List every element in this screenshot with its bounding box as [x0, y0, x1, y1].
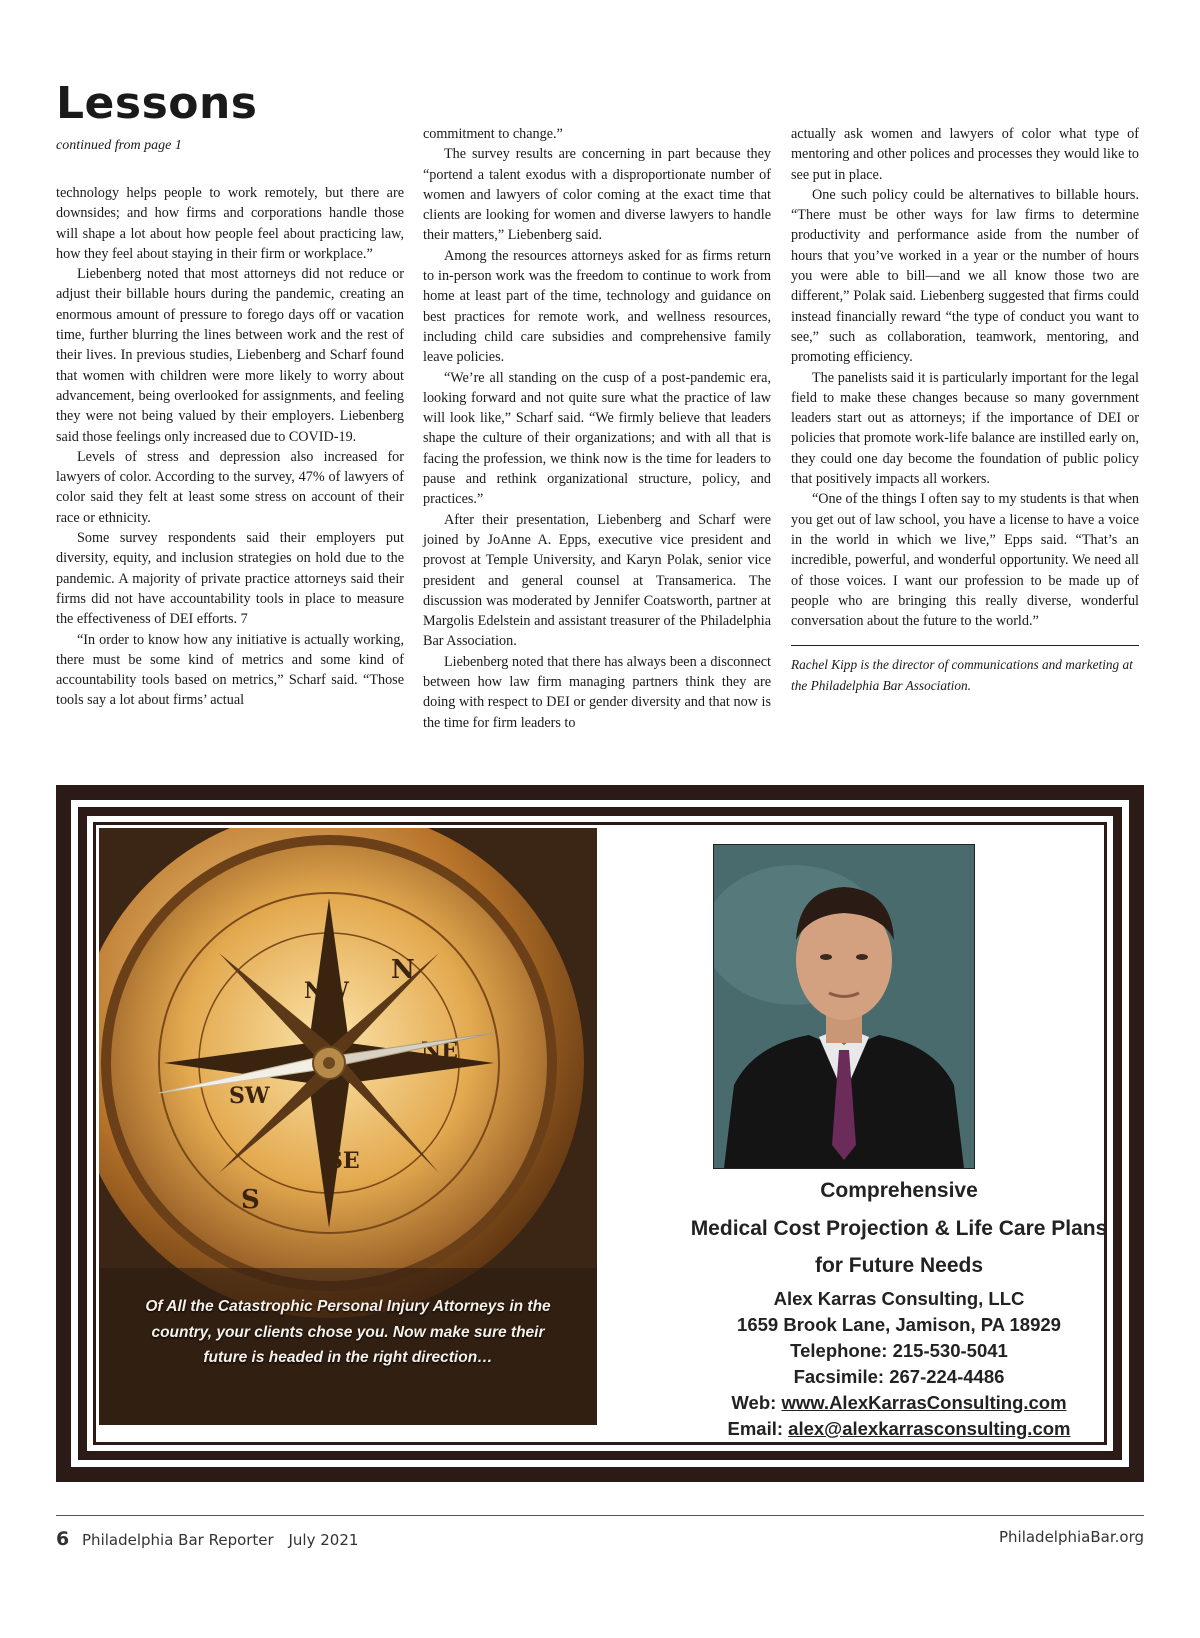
- paragraph: Liebenberg noted that there has always been a disconnect between how law firm managing partners think they are doing with respect to DEI or gender diversity and that now is the time for firm leaders to: [423, 653, 771, 731]
- web-label: Web:: [731, 1392, 782, 1413]
- paragraph: After their presentation, Liebenberg and Scharf were joined by JoAnne A. Epps, executive vice president and provost at Temple University, and Karyn Polak, senior vice president and general counsel at Transamerica. The discussion was moderated by Jennifer Coatsworth, partner at Margolis Edelstein and assistant treasurer of the Philadelphia Bar Association.: [423, 511, 771, 650]
- paragraph: Among the resources attorneys asked for as firms return to in-person work was the freedom to continue to work from home at least part of the time, technology and guidance on best practices for remote work, and wellness resources, including child care subsidies and comprehensive family leave policies.: [423, 247, 771, 366]
- paragraph: “We’re all standing on the cusp of a post-pandemic era, looking forward and not quite sure what the practice of law will look like,” Scharf said. “We firmly believe that leaders shape the culture of their organizations; and with all that is facing the profession, we think now is the time for leaders to pause and rethink organizational structure, policy, and practices.”: [423, 369, 771, 508]
- company-address: 1659 Brook Lane, Jamison, PA 18929: [737, 1314, 1061, 1335]
- paragraph: Some survey respondents said their employers put diversity, equity, and inclusion strategies on hold due to the pandemic. A majority of private practice attorneys said their firms did not have accountability tools in place to measure the effectiveness of DEI efforts. 7: [56, 530, 404, 628]
- telephone: Telephone: 215-530-5041: [790, 1340, 1008, 1361]
- email-link[interactable]: alex@alexkarrasconsulting.com: [788, 1418, 1071, 1439]
- footer-divider: [56, 1515, 1144, 1516]
- paragraph: Levels of stress and depression also increased for lawyers of color. According to the survey, 47% of lawyers of color said they felt at least some stress on account of their race or ethnicity.: [56, 448, 404, 526]
- paragraph: One such policy could be alternatives to billable hours. “There must be other ways for law firms to determine productivity and performance aside from the number of hours that you’ve worked in a year or the number of hours you were able to bill—and we all know those two are different,” Polak said. Liebenberg suggested that firms could instead financially reward “the type of conduct you want to see,” such as collaboration, teamwork, mentoring, and promoting efficiency.: [791, 186, 1139, 366]
- headline-line: Medical Cost Projection & Life Care Plans: [690, 1216, 1108, 1240]
- compass-label-se: SE: [327, 1148, 360, 1174]
- ad-contact-block: [619, 1286, 1179, 1442]
- person-photo-icon: [714, 845, 974, 1168]
- web-line: [619, 1390, 1179, 1416]
- author-byline: Rachel Kipp is the director of communications and marketing at the Philadelphia Bar Association.: [791, 657, 1133, 694]
- ad-headline: [619, 1172, 1179, 1285]
- article-column-1: [56, 183, 404, 711]
- paragraph: commitment to change.”: [423, 126, 563, 142]
- issue-date: July 2021: [288, 1531, 359, 1549]
- paragraph: The panelists said it is particularly important for the legal field to make these changes because so many government leaders start out as attorneys; if the importance of DEI or policies that promote work-life balance are instilled early on, they could one day become the foundation of public policy that positively impacts all workers.: [791, 369, 1139, 488]
- consultant-portrait: [713, 844, 975, 1169]
- website-link[interactable]: www.AlexKarrasConsulting.com: [781, 1392, 1067, 1413]
- page-number: 6: [56, 1528, 70, 1550]
- paragraph: “In order to know how any initiative is actually working, there must be some kind of metrics and some kind of accountability tools based on metrics,” Scharf said. “Those tools say a lot about firms’ actual: [56, 631, 404, 709]
- paragraph: The survey results are concerning in part because they “portend a talent exodus with a disproportionate number of women and lawyers of color coming at the exact time that clients are looking for women and diverse lawyers to handle their matters,” Liebenberg said.: [423, 146, 771, 244]
- footer-left: [56, 1528, 358, 1550]
- compass-label-nw: NW: [304, 978, 349, 1004]
- compass-image: [99, 828, 597, 1425]
- compass-label-n: N: [391, 955, 415, 985]
- headline-line: for Future Needs: [814, 1254, 984, 1277]
- compass-label-s: S: [241, 1185, 260, 1215]
- footer-site: PhiladelphiaBar.org: [998, 1528, 1144, 1546]
- byline-divider: [791, 645, 1139, 646]
- article-column-2: [423, 124, 771, 733]
- ad-panel: [71, 800, 1129, 1467]
- continued-from-note: continued from page 1: [56, 138, 182, 153]
- email-label: Email:: [727, 1418, 789, 1439]
- paragraph: actually ask women and lawyers of color what type of mentoring and other polices and processes they would like to see put in place.: [791, 126, 1139, 183]
- company-name: Alex Karras Consulting, LLC: [773, 1288, 1025, 1309]
- email-line: [619, 1416, 1179, 1442]
- headline-line: Comprehensive: [820, 1179, 978, 1202]
- paragraph: “One of the things I often say to my students is that when you get out of law school, you have a license to have a voice in the world in which we live,” Epps said. “That’s an incredible, powerful, and wonderful opportunity. We need all of those voices. I want our profession to be made up of people who are bringing this really diverse, wonderful conversation about the future to the world.”: [791, 491, 1139, 630]
- paragraph: Liebenberg noted that most attorneys did not reduce or adjust their billable hours during the pandemic, creating an enormous amount of pressure to forego days off or vacation time, further blurring the lines between work and the rest of their lives. In previous studies, Liebenberg and Scharf found that women with children were more likely to worry about advancement, being overlooked for assignments, and feeling they were not being valued by their employers. Liebenberg said those feelings only increased due to COVID-19.: [56, 266, 404, 445]
- compass-label-ne: NE: [421, 1038, 458, 1064]
- compass-label-sw: SW: [229, 1083, 270, 1109]
- article-column-3: [791, 124, 1139, 696]
- facsimile: Facsimile: 267-224-4486: [793, 1366, 1005, 1387]
- ad-caption: Of All the Catastrophic Personal Injury Attorneys in the country, your clients chose you. Now make sure their future is headed in the right direction…: [145, 1298, 551, 1366]
- article-heading: Lessons: [56, 78, 258, 129]
- publication-name: Philadelphia Bar Reporter: [82, 1531, 274, 1549]
- advertisement: [56, 785, 1144, 1482]
- paragraph: technology helps people to work remotely, but there are downsides; and how firms and corporations handle those will shape a lot about how people feel about practicing law, how they feel about staying in their firm or workplace.”: [56, 185, 404, 262]
